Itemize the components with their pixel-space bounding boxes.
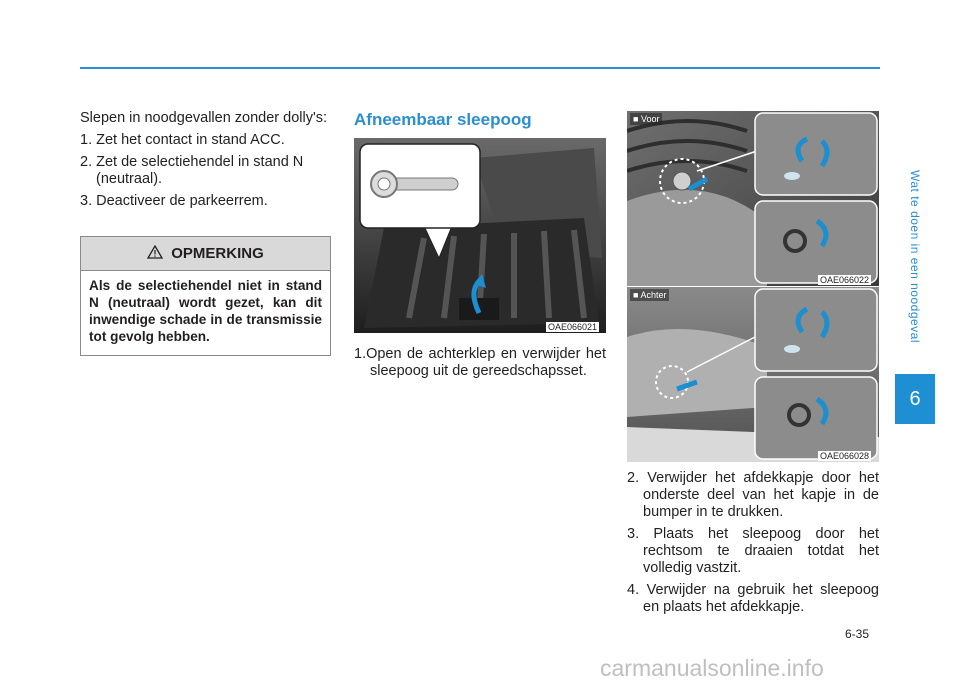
note-title: OPMERKING: [171, 245, 264, 262]
note-header: [81, 237, 330, 271]
step-1-tow-eye: 1.Open de achterklep en verwijder het sleepoog uit de gereedschapsset.: [354, 346, 606, 379]
front-label: ■ Voor: [630, 113, 662, 125]
step-3: 3. Deactiveer de parkeerrem.: [80, 193, 268, 209]
left-column: [80, 110, 333, 215]
chapter-number-tab: 6: [895, 374, 935, 424]
step-4-remove: 4. Verwijder na gebruik het sleepoog en plaats het afdekkapje.: [627, 582, 879, 615]
step-2: 2. Zet de selectiehendel in stand N (neutraal).: [80, 154, 304, 187]
rear-label: ■ Achter: [630, 289, 669, 301]
note-box: [80, 236, 331, 356]
rear-bumper-illustration: [627, 287, 879, 462]
figure-code-trunk: OAE066021: [548, 322, 598, 332]
middle-column-text: [354, 346, 606, 385]
watermark: carmanualsonline.info: [600, 655, 824, 681]
step-1: 1. Zet het contact in stand ACC.: [80, 132, 285, 148]
warning-icon: [147, 245, 163, 263]
right-column-text: [627, 470, 879, 621]
front-bumper-illustration: [627, 111, 879, 286]
intro-text: Slepen in noodgevallen zonder dolly's:: [80, 110, 328, 126]
step-2-cap: 2. Verwijder het afdekkapje door het onderste deel van het kapje in de bumper in te drukken.: [627, 470, 879, 520]
section-heading: Afneembaar sleepoog: [354, 110, 532, 129]
step-3-install: 3. Plaats het sleepoog door het rechtsom te draaien totdat het volledig vastzit.: [627, 526, 879, 576]
note-text: Als de selectiehendel niet in stand N (neutraal) wordt gezet, kan dit inwendige schade in de transmissie tot gevolg hebben.: [89, 278, 322, 344]
page-number: 6-35: [845, 627, 870, 641]
chapter-title: Wat te doen in een noodgeval: [908, 170, 922, 344]
trunk-illustration: [354, 138, 606, 333]
header-rule: [80, 67, 880, 69]
figure-code-front: OAE066022: [820, 275, 870, 285]
figure-code-rear: OAE066028: [820, 451, 870, 461]
